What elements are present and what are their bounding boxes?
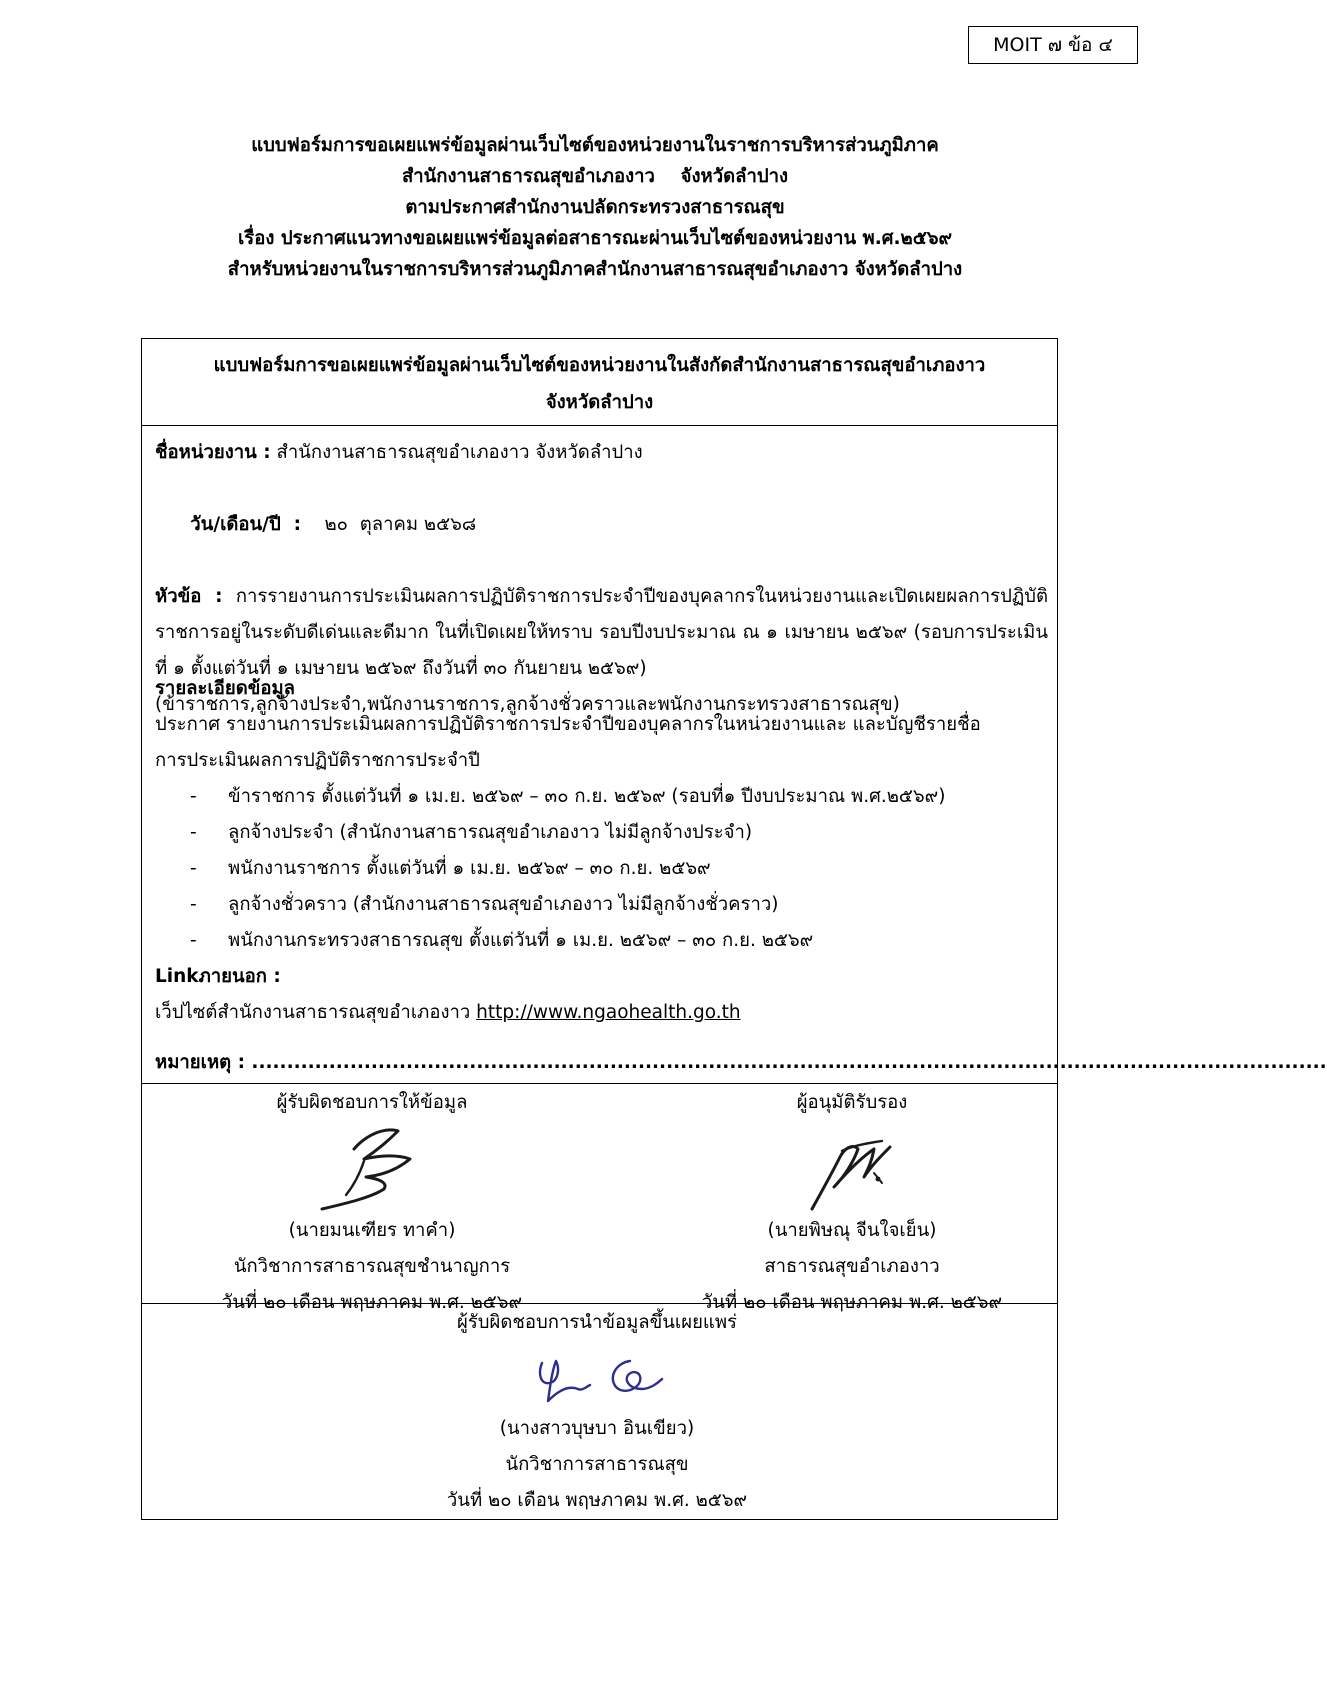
approver-name: (นายพิษณุ จีนใจเย็น) <box>767 1220 937 1241</box>
website-link[interactable]: http://www.ngaohealth.go.th <box>476 1002 741 1023</box>
date-value: ๒๐ ตุลาคม ๒๕๖๘ <box>300 514 477 535</box>
publisher-signature-block <box>382 1305 812 1519</box>
provider-name: (นายมนเฑียร ทาคำ) <box>288 1220 456 1241</box>
heading-line-1: แบบฟอร์มการขอเผยแพร่ข้อมูลผ่านเว็บไซต์ของหน่วยงานในราชการบริหารส่วนภูมิภาค <box>251 135 939 156</box>
list-item <box>155 815 1048 851</box>
provider-position: นักวิชาการสาธารณสุขชำนาญการ <box>233 1256 511 1277</box>
bullet-text: พนักงานราชการ ตั้งแต่วันที่ ๑ เม.ย. ๒๕๖๙ – ๓๐ ก.ย. ๒๕๖๙ <box>228 858 711 879</box>
topic-value: การรายงานการประเมินผลการปฏิบัติราชการประจำปีของบุคลากรในหน่วยงานและเปิดเผยผลการปฏิบัติราชการอยู่ในระดับดีเด่นและดีมาก ในที่เปิดเผยให้ทราบ รอบปีงบประมาณ ณ ๑ เมษายน ๒๕๖๙ (รอบการประเมินที่ ๑ ตั้งแต่วันที่ ๑ เมษายน ๒๕๖๙ ถึงวันที่ ๓๐ กันยายน ๒๕๖๙) <box>155 586 1048 679</box>
details-section <box>155 671 1048 1031</box>
form-frame <box>141 338 1327 1520</box>
list-item <box>155 851 1048 887</box>
heading-line-4: เรื่อง ประกาศแนวทางขอเผยแพร่ข้อมูลต่อสาธารณะผ่านเว็บไซต์ของหน่วยงาน พ.ศ.๒๕๖๙ <box>237 228 953 249</box>
link-prefix: เว็ปไซต์สำนักงานสาธารณสุขอำเภองาว <box>155 1002 477 1023</box>
bullet-text: พนักงานกระทรวงสาธารณสุข ตั้งแต่วันที่ ๑ เม.ย. ๒๕๖๙ – ๓๐ ก.ย. ๒๕๖๙ <box>228 930 814 951</box>
approver-signature-image <box>782 1121 922 1213</box>
list-item <box>155 779 1048 815</box>
approver-role: ผู้อนุมัติรับรอง <box>796 1092 908 1113</box>
bullet-dash: - <box>190 786 197 807</box>
form-title-line-2: จังหวัดลำปาง <box>545 392 654 413</box>
provider-role: ผู้รับผิดชอบการให้ข้อมูล <box>276 1092 468 1113</box>
unit-label: ชื่อหน่วยงาน : <box>155 442 271 463</box>
bullet-dash: - <box>190 894 197 915</box>
document-heading <box>140 130 1050 285</box>
bullet-text: ข้าราชการ ตั้งแต่วันที่ ๑ เม.ย. ๒๕๖๙ – ๓๐ ก.ย. ๒๕๖๙ (รอบที่๑ ปีงบประมาณ พ.ศ.๒๕๖๙) <box>228 786 946 807</box>
details-bullet-list <box>155 779 1048 959</box>
approver-date: วันที่ ๒๐ เดือน พฤษภาคม พ.ศ. ๒๕๖๙ <box>701 1292 1003 1313</box>
publisher-position: นักวิชาการสาธารณสุข <box>505 1454 689 1475</box>
details-line-1: ประกาศ รายงานการประเมินผลการปฏิบัติราชการประจำปีของบุคลากรในหน่วยงานและ และบัญชีรายชื่อ <box>155 714 981 735</box>
provider-date: วันที่ ๒๐ เดือน พฤษภาคม พ.ศ. ๒๕๖๙ <box>221 1292 523 1313</box>
link-row <box>155 995 1048 1031</box>
list-item <box>155 923 1048 959</box>
publisher-name: (นางสาวบุษบา อินเขียว) <box>499 1418 695 1439</box>
list-item <box>155 887 1048 923</box>
form-title-line-1: แบบฟอร์มการขอเผยแพร่ข้อมูลผ่านเว็บไซต์ของหน่วยงานในสังกัดสำนักงานสาธารณสุขอำเภองาว <box>213 355 986 376</box>
provider-signature-block <box>182 1085 562 1321</box>
bullet-text: ลูกจ้างประจำ (สำนักงานสาธารณสุขอำเภองาว ไม่มีลูกจ้างประจำ) <box>228 822 753 843</box>
approver-position: สาธารณสุขอำเภองาว <box>764 1256 940 1277</box>
divider-title <box>142 425 1057 426</box>
date-row <box>155 471 1048 579</box>
note-row: หมายเหตุ : ......................................................................................................................................................... <box>155 1052 1327 1073</box>
document-code-box: MOIT ๗ ข้อ ๔ <box>968 26 1138 64</box>
bullet-dash: - <box>190 822 197 843</box>
publisher-date: วันที่ ๒๐ เดือน พฤษภาคม พ.ศ. ๒๕๖๙ <box>446 1490 748 1511</box>
form-title <box>142 347 1057 421</box>
provider-signature-image <box>302 1121 442 1213</box>
publisher-signature-image <box>512 1341 682 1411</box>
bullet-dash: - <box>190 858 197 879</box>
divider-signatures <box>142 1303 1057 1304</box>
details-label: รายละเอียดข้อมูล <box>155 678 296 699</box>
topic-staff: (ข้าราชการ,ลูกจ้างประจำ,พนักงานราชการ,ลูกจ้างชั่วคราวและพนักงานกระทรวงสาธารณสุข) <box>155 694 900 715</box>
unit-row <box>155 435 1048 471</box>
topic-label: หัวข้อ : <box>155 586 223 607</box>
heading-line-3: ตามประกาศสำนักงานปลัดกระทรวงสาธารณสุข <box>405 197 785 218</box>
heading-line-2: สำนักงานสาธารณสุขอำเภองาว จังหวัดลำปาง <box>401 166 789 187</box>
approver-signature-block <box>662 1085 1042 1321</box>
divider-note <box>142 1083 1057 1084</box>
unit-value: สำนักงานสาธารณสุขอำเภองาว จังหวัดลำปาง <box>270 442 643 463</box>
bullet-text: ลูกจ้างชั่วคราว (สำนักงานสาธารณสุขอำเภองาว ไม่มีลูกจ้างชั่วคราว) <box>228 894 779 915</box>
bullet-dash: - <box>190 930 197 951</box>
date-label: วัน/เดือน/ปี : <box>190 514 301 535</box>
details-line-2: การประเมินผลการปฏิบัติราชการประจำปี <box>155 750 480 771</box>
publisher-role: ผู้รับผิดชอบการนำข้อมูลขึ้นเผยแพร่ <box>457 1312 737 1333</box>
heading-line-5: สำหรับหน่วยงานในราชการบริหารส่วนภูมิภาคสำนักงานสาธารณสุขอำเภองาว จังหวัดลำปาง <box>227 259 963 280</box>
link-label: Linkภายนอก : <box>155 966 281 987</box>
